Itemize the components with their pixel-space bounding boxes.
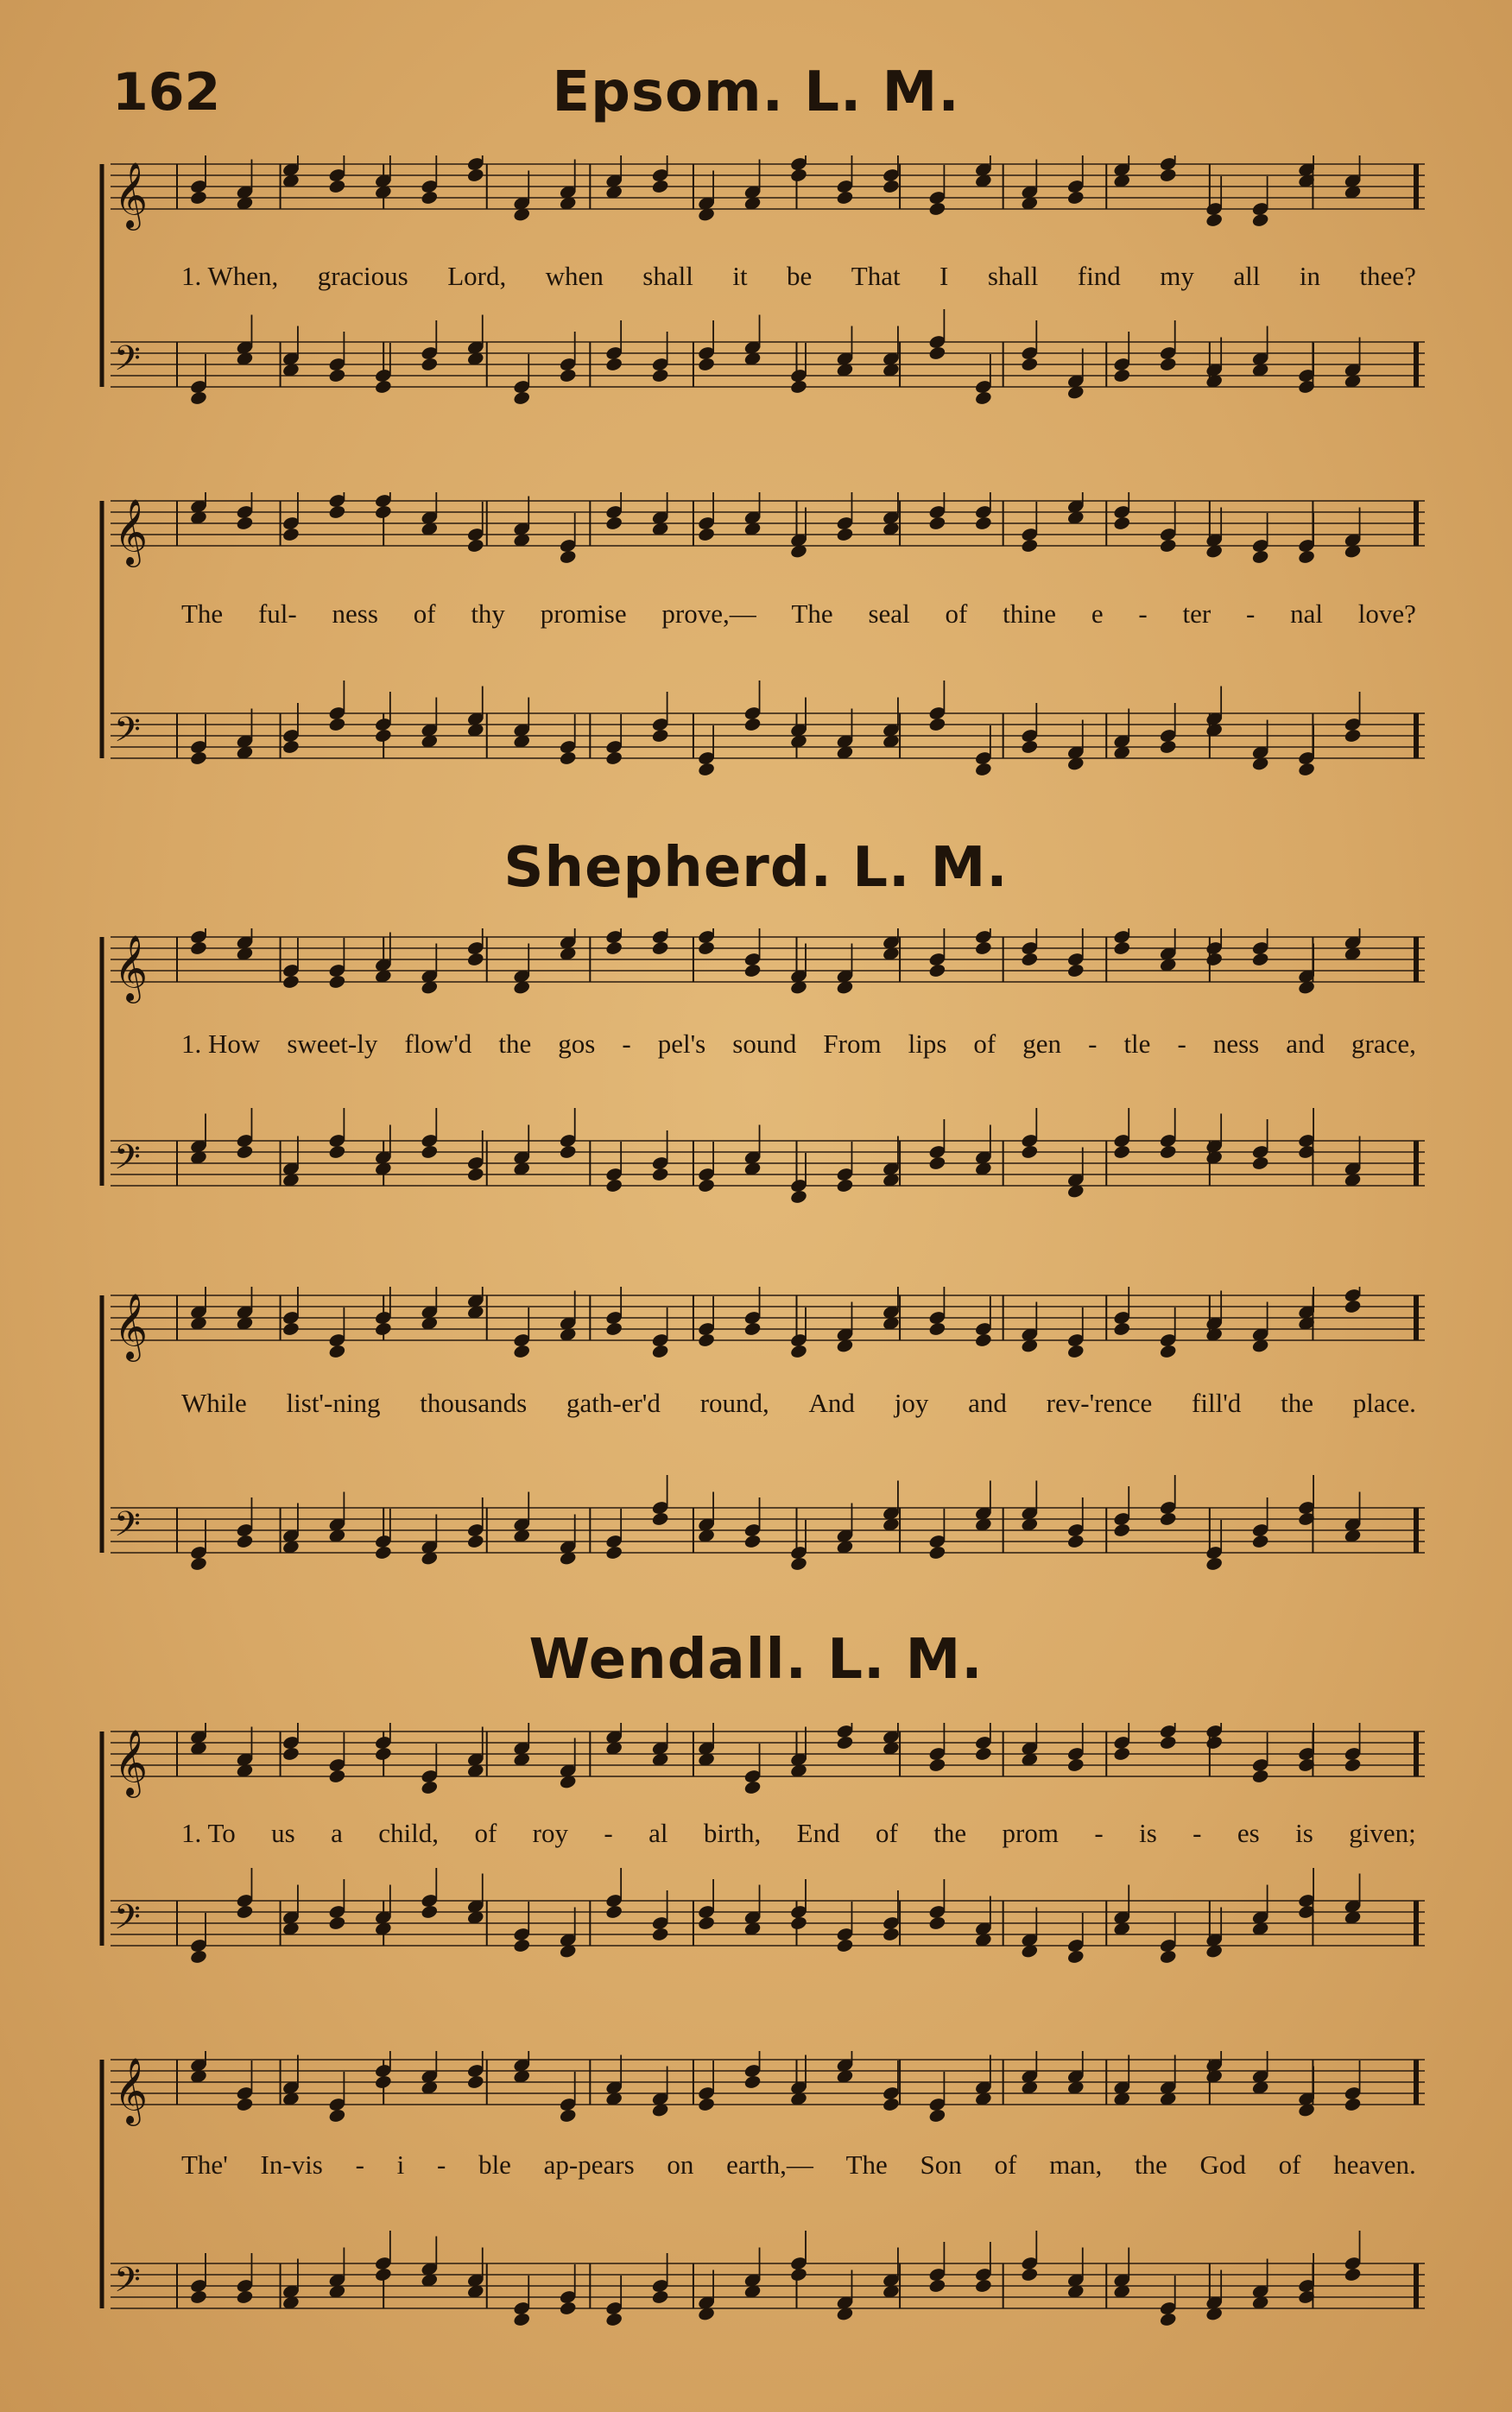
notehead — [1205, 212, 1223, 228]
notehead — [1021, 357, 1039, 372]
lyric-syllable: The — [181, 598, 224, 629]
lyric-syllable: 1. To — [181, 1818, 236, 1848]
notehead — [1251, 952, 1269, 967]
music-system — [95, 1287, 1433, 1572]
lyric-syllable: us — [271, 1818, 295, 1848]
notehead — [651, 940, 669, 956]
notehead — [928, 1321, 946, 1337]
notehead — [1066, 1344, 1085, 1359]
notehead — [651, 2289, 669, 2305]
lyric-line — [95, 261, 1433, 292]
notehead — [236, 1904, 254, 1920]
notehead — [1159, 1344, 1177, 1359]
notehead — [513, 2312, 531, 2327]
lyric-line — [95, 1818, 1433, 1849]
notehead — [328, 368, 346, 383]
notehead — [1205, 1556, 1223, 1572]
notehead — [604, 2312, 623, 2327]
notehead — [1021, 1144, 1039, 1160]
lyric-syllable: all — [1233, 261, 1261, 291]
lyric-line — [95, 1029, 1433, 1060]
notehead — [374, 504, 392, 520]
lyric-syllable: when — [545, 261, 604, 291]
notehead — [1159, 1949, 1177, 1965]
lyric-syllable: ness — [332, 598, 378, 629]
lyric-syllable: given; — [1349, 1818, 1416, 1848]
lyric-syllable: and — [968, 1388, 1007, 1418]
notehead — [974, 1333, 992, 1348]
lyric-syllable: ful- — [257, 598, 297, 629]
lyric-syllable: list'-ning — [286, 1388, 381, 1418]
notehead — [1251, 212, 1269, 228]
notehead — [1113, 516, 1131, 531]
notehead — [928, 1915, 946, 1931]
lyric-syllable: sweet-ly — [287, 1029, 378, 1059]
lyric-syllable: birth, — [703, 1818, 762, 1848]
notehead — [421, 1904, 439, 1920]
lyric-syllable: of — [1278, 2149, 1301, 2180]
notehead — [189, 750, 207, 766]
notehead — [604, 516, 623, 531]
notehead — [1021, 2267, 1039, 2282]
notehead — [1021, 952, 1039, 967]
lyric-syllable: and — [1286, 1029, 1325, 1059]
lyric-syllable: 1. How — [181, 1029, 261, 1059]
notehead — [697, 2097, 715, 2112]
notehead — [374, 2074, 392, 2090]
notehead — [236, 1534, 254, 1549]
notehead — [189, 1556, 207, 1572]
notehead — [1159, 1511, 1177, 1527]
notehead — [1113, 368, 1131, 383]
hymn-title-wendall: Wendall. L. M. — [528, 1628, 984, 1692]
lyric-syllable: The' — [181, 2149, 228, 2180]
notehead — [374, 1746, 392, 1762]
notehead — [789, 1556, 807, 1572]
notehead — [743, 1321, 762, 1337]
treble-clef-icon: 𝄞 — [114, 2057, 149, 2124]
lyric-syllable: tle — [1123, 1029, 1151, 1059]
notehead — [604, 1545, 623, 1561]
lyric-syllable: of — [994, 2149, 1017, 2180]
notehead — [1344, 728, 1362, 744]
lyric-syllable: thee? — [1359, 261, 1416, 291]
notehead — [697, 940, 715, 956]
notehead — [513, 1938, 531, 1953]
lyric-syllable: sound — [732, 1029, 797, 1059]
notehead — [1066, 1949, 1085, 1965]
lyric-syllable: is — [1295, 1818, 1313, 1848]
lyric-syllable: child, — [378, 1818, 440, 1848]
notehead — [1251, 1534, 1269, 1549]
lyric-syllable: it — [732, 261, 748, 291]
notehead — [836, 190, 854, 206]
notehead — [743, 717, 762, 732]
notehead — [697, 357, 715, 372]
notehead — [1021, 538, 1039, 554]
lyric-syllable: gracious — [317, 261, 408, 291]
lyric-syllable: my — [1160, 261, 1194, 291]
notehead — [697, 1915, 715, 1931]
lyric-syllable: man, — [1049, 2149, 1103, 2180]
lyric-syllable: gen — [1022, 1029, 1062, 1059]
lyric-syllable: - — [604, 1818, 613, 1848]
bass-clef-icon: 𝄢 — [114, 1504, 141, 1553]
notehead — [1344, 2267, 1362, 2282]
notehead — [789, 2267, 807, 2282]
notehead — [189, 1949, 207, 1965]
lyric-syllable: - — [1177, 1029, 1186, 1059]
lyric-syllable: joy — [894, 1388, 929, 1418]
lyric-syllable: the — [933, 1818, 967, 1848]
lyric-syllable: ap-pears — [543, 2149, 635, 2180]
notehead — [974, 1746, 992, 1762]
lyric-syllable: lips — [908, 1029, 947, 1059]
lyric-syllable: seal — [868, 598, 910, 629]
notehead — [559, 1144, 577, 1160]
lyric-syllable: earth,— — [726, 2149, 813, 2180]
lyric-syllable: Son — [920, 2149, 962, 2180]
lyric-syllable: shall — [642, 261, 693, 291]
notehead — [1297, 549, 1315, 565]
lyric-syllable: - — [1138, 598, 1148, 629]
lyric-syllable: End — [796, 1818, 840, 1848]
notehead — [282, 1321, 300, 1337]
notehead — [882, 1927, 900, 1942]
lyric-syllable: The — [845, 2149, 888, 2180]
notehead — [651, 179, 669, 194]
lyric-syllable: - — [355, 2149, 364, 2180]
notehead — [1066, 190, 1085, 206]
notehead — [651, 1511, 669, 1527]
lyric-syllable: al — [648, 1818, 668, 1848]
lyric-syllable: promise — [540, 598, 627, 629]
notehead — [1344, 1757, 1362, 1773]
lyric-syllable: place. — [1352, 1388, 1416, 1418]
notehead — [466, 1534, 484, 1549]
notehead — [374, 1545, 392, 1561]
notehead — [466, 2074, 484, 2090]
lyric-syllable: the — [1134, 2149, 1167, 2180]
lyric-syllable: prove,— — [661, 598, 756, 629]
notehead — [559, 750, 577, 766]
notehead — [1113, 940, 1131, 956]
staff-system — [95, 928, 1433, 1205]
lyric-syllable: e — [1091, 598, 1104, 629]
music-system — [95, 492, 1433, 777]
notehead — [466, 168, 484, 183]
lyric-syllable: be — [787, 261, 813, 291]
treble-clef-icon: 𝄞 — [114, 934, 149, 1001]
notehead — [1205, 1735, 1223, 1750]
lyric-syllable: fill'd — [1192, 1388, 1242, 1418]
staff-system — [95, 1287, 1433, 1572]
lyric-syllable: of — [413, 598, 436, 629]
notehead — [1344, 2097, 1362, 2112]
lyric-syllable: - — [1088, 1029, 1098, 1059]
notehead — [374, 2267, 392, 2282]
notehead — [421, 190, 439, 206]
lyric-syllable: - — [622, 1029, 631, 1059]
notehead — [974, 390, 992, 406]
notehead — [1251, 1155, 1269, 1171]
notehead — [697, 1178, 715, 1193]
staff-system — [95, 492, 1433, 777]
lyric-syllable: God — [1199, 2149, 1246, 2180]
lyric-syllable: is — [1139, 1818, 1157, 1848]
lyric-syllable: of — [875, 1818, 898, 1848]
notehead — [928, 1545, 946, 1561]
notehead — [836, 527, 854, 542]
lyric-syllable: of — [973, 1029, 996, 1059]
notehead — [928, 1155, 946, 1171]
notehead — [1205, 952, 1223, 967]
music-system — [95, 155, 1433, 406]
lyric-syllable: - — [1193, 1818, 1202, 1848]
notehead — [559, 2108, 577, 2124]
lyric-syllable: The — [791, 598, 833, 629]
lyric-syllable: the — [1281, 1388, 1313, 1418]
notehead — [928, 2278, 946, 2294]
notehead — [836, 1735, 854, 1750]
notehead — [1159, 1735, 1177, 1750]
notehead — [1066, 1757, 1085, 1773]
notehead — [928, 717, 946, 732]
lyric-syllable: And — [808, 1388, 855, 1418]
notehead — [1159, 2312, 1177, 2327]
notehead — [651, 728, 669, 744]
music-system — [95, 928, 1433, 1205]
lyric-syllable: thy — [471, 598, 505, 629]
music-system — [95, 2051, 1433, 2327]
lyric-syllable: ness — [1212, 1029, 1260, 1059]
notehead — [604, 750, 623, 766]
notehead — [697, 527, 715, 542]
notehead — [604, 357, 623, 372]
notehead — [743, 1780, 762, 1795]
lyric-syllable: rev-'rence — [1046, 1388, 1153, 1418]
lyric-syllable: the — [498, 1029, 532, 1059]
notehead — [328, 1344, 346, 1359]
lyric-syllable: - — [1094, 1818, 1104, 1848]
notehead — [236, 516, 254, 531]
notehead — [1066, 1534, 1085, 1549]
page-number: 162 — [112, 62, 221, 123]
notehead — [328, 974, 346, 990]
notehead — [282, 527, 300, 542]
hymn-title-epsom: Epsom. L. M. — [552, 60, 960, 124]
lyric-syllable: on — [667, 2149, 694, 2180]
notehead — [789, 1915, 807, 1931]
notehead — [328, 1769, 346, 1784]
notehead — [421, 1780, 439, 1795]
notehead — [974, 2278, 992, 2294]
bass-clef-icon: 𝄢 — [114, 2260, 141, 2308]
notehead — [789, 379, 807, 395]
lyric-syllable: - — [1246, 598, 1256, 629]
lyric-syllable: 1. When, — [181, 261, 279, 291]
lyric-syllable: round, — [699, 1388, 769, 1418]
notehead — [789, 1344, 807, 1359]
notehead — [1251, 1769, 1269, 1784]
lyric-syllable: love? — [1357, 598, 1416, 629]
notehead — [604, 1321, 623, 1337]
notehead — [1066, 963, 1085, 978]
notehead — [604, 940, 623, 956]
lyric-syllable: gos — [558, 1029, 596, 1059]
lyric-syllable: pel's — [657, 1029, 706, 1059]
notehead — [236, 2097, 254, 2112]
lyric-syllable: find — [1077, 261, 1121, 291]
notehead — [928, 1757, 946, 1773]
notehead — [328, 2108, 346, 2124]
notehead — [651, 1927, 669, 1942]
bass-clef-icon: 𝄢 — [114, 1897, 141, 1946]
notehead — [1159, 1144, 1177, 1160]
notehead — [697, 762, 715, 777]
notehead — [928, 201, 946, 217]
lyric-syllable: While — [181, 1388, 247, 1418]
treble-clef-icon: 𝄞 — [114, 1293, 149, 1359]
hymn-title-shepherd: Shepherd. L. M. — [503, 836, 1009, 900]
notehead — [559, 2301, 577, 2316]
notehead — [282, 739, 300, 755]
notehead — [836, 1938, 854, 1953]
notehead — [421, 1144, 439, 1160]
lyric-syllable: ter — [1182, 598, 1211, 629]
notehead — [328, 504, 346, 520]
lyric-line — [95, 598, 1433, 630]
notehead — [421, 357, 439, 372]
lyric-syllable: a — [331, 1818, 343, 1848]
notehead — [374, 728, 392, 744]
lyric-syllable: in — [1299, 261, 1320, 291]
lyric-syllable: es — [1237, 1818, 1260, 1848]
notehead — [1113, 1321, 1131, 1337]
notehead — [328, 717, 346, 732]
lyric-syllable: of — [474, 1818, 497, 1848]
notehead — [651, 1167, 669, 1182]
notehead — [651, 368, 669, 383]
notehead — [236, 2289, 254, 2305]
notehead — [1344, 1299, 1362, 1314]
notehead — [928, 2108, 946, 2124]
notehead — [1297, 762, 1315, 777]
notehead — [1113, 1523, 1131, 1538]
lyric-syllable: From — [823, 1029, 882, 1059]
lyric-syllable: prom — [1002, 1818, 1059, 1848]
notehead — [974, 940, 992, 956]
notehead — [513, 390, 531, 406]
lyric-syllable: nal — [1290, 598, 1323, 629]
lyric-syllable: ble — [478, 2149, 511, 2180]
notehead — [1159, 739, 1177, 755]
notehead — [928, 345, 946, 361]
music-system — [95, 1723, 1433, 1965]
treble-clef-icon: 𝄞 — [114, 1729, 149, 1795]
lyric-syllable: roy — [532, 1818, 568, 1848]
notehead — [1113, 1144, 1131, 1160]
notehead — [466, 952, 484, 967]
notehead — [236, 1144, 254, 1160]
notehead — [882, 179, 900, 194]
notehead — [697, 1333, 715, 1348]
treble-clef-icon: 𝄞 — [114, 498, 149, 565]
lyric-syllable: In-vis — [260, 2149, 323, 2180]
notehead — [282, 974, 300, 990]
notehead — [1159, 357, 1177, 372]
notehead — [374, 379, 392, 395]
notehead — [836, 1178, 854, 1193]
notehead — [789, 1189, 807, 1205]
notehead — [651, 1344, 669, 1359]
lyric-syllable: Lord, — [447, 261, 507, 291]
lyric-syllable: of — [945, 598, 968, 629]
notehead — [189, 390, 207, 406]
notehead — [328, 1144, 346, 1160]
notehead — [328, 179, 346, 194]
lyric-syllable: thousands — [420, 1388, 528, 1418]
notehead — [1159, 168, 1177, 183]
notehead — [743, 2074, 762, 2090]
notehead — [743, 963, 762, 978]
lyric-syllable: grace, — [1351, 1029, 1416, 1059]
lyric-syllable: i — [396, 2149, 405, 2180]
bass-clef-icon: 𝄢 — [114, 1137, 141, 1186]
notehead — [559, 368, 577, 383]
treble-clef-icon: 𝄞 — [114, 161, 149, 228]
notehead — [466, 1167, 484, 1182]
notehead — [928, 516, 946, 531]
lyric-syllable: thine — [1003, 598, 1057, 629]
notehead — [604, 1904, 623, 1920]
lyric-syllable: shall — [987, 261, 1039, 291]
notehead — [374, 1321, 392, 1337]
lyric-syllable: flow'd — [404, 1029, 472, 1059]
staff-system — [95, 2051, 1433, 2327]
notehead — [513, 1344, 531, 1359]
notehead — [974, 516, 992, 531]
lyric-line — [95, 1388, 1433, 1419]
bass-clef-icon: 𝄢 — [114, 710, 141, 758]
notehead — [189, 190, 207, 206]
bass-clef-icon: 𝄢 — [114, 339, 141, 387]
lyric-syllable: - — [437, 2149, 446, 2180]
notehead — [1113, 1746, 1131, 1762]
lyric-syllable: I — [939, 261, 949, 291]
lyric-syllable: heaven. — [1333, 2149, 1416, 2180]
lyric-syllable: That — [851, 261, 901, 291]
notehead — [974, 762, 992, 777]
notehead — [189, 2289, 207, 2305]
notehead — [282, 1746, 300, 1762]
notehead — [328, 1915, 346, 1931]
lyric-line — [95, 2149, 1433, 2181]
notehead — [189, 940, 207, 956]
notehead — [882, 2097, 900, 2112]
notehead — [559, 549, 577, 565]
notehead — [466, 538, 484, 554]
notehead — [743, 1534, 762, 1549]
notehead — [928, 963, 946, 978]
notehead — [1251, 549, 1269, 565]
lyric-syllable: gath-er'd — [566, 1388, 661, 1418]
notehead — [789, 168, 807, 183]
notehead — [604, 1178, 623, 1193]
notehead — [1021, 739, 1039, 755]
notehead — [1159, 538, 1177, 554]
